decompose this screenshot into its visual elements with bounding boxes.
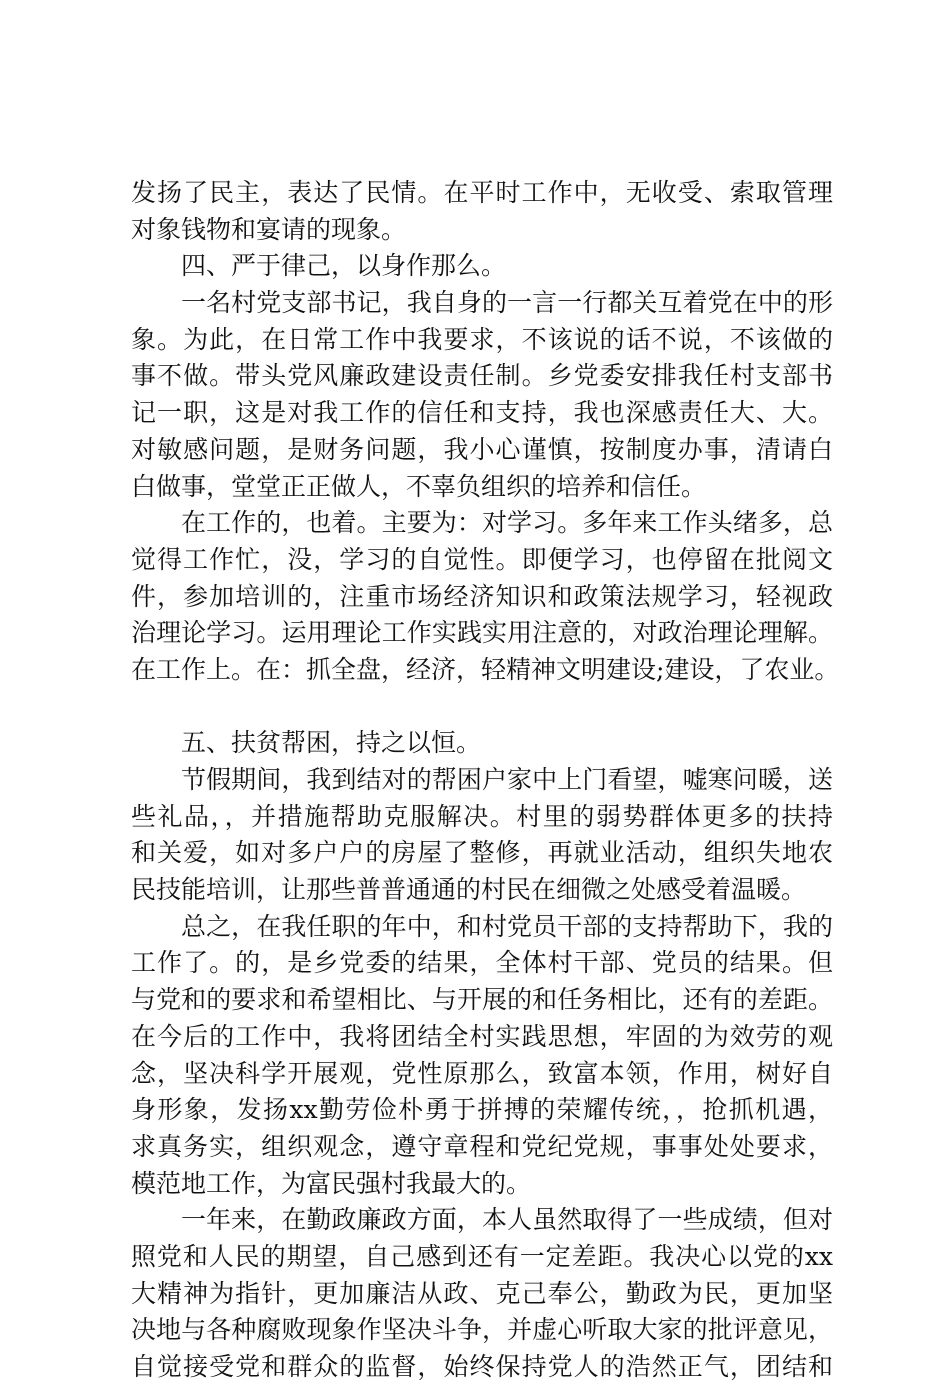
- text-line: 象。为此，在日常工作中我要求，不该说的话不说，不该做的: [131, 324, 833, 354]
- text-line: 身形象，发扬xx勤劳俭朴勇于拼搏的荣耀传统，，抢抓机遇，: [131, 1095, 833, 1125]
- text-line: 记一职，这是对我工作的信任和支持，我也深感责任大、大。: [131, 398, 833, 428]
- text-line: 工作了。的，是乡党委的结果，全体村干部、党员的结果。但: [131, 948, 833, 978]
- text-line: 在工作的，也着。主要为：对学习。多年来工作头绪多，总: [181, 508, 833, 538]
- text-line: 对敏感问题，是财务问题，我小心谨慎，按制度办事，清请白: [131, 434, 833, 464]
- text-line: 念，坚决科学开展观，党性原那么，致富本领，作用，树好自: [131, 1058, 833, 1088]
- text-line: 在工作上。在：抓全盘，经济，轻精神文明建设;建设，了农业。: [131, 654, 840, 684]
- text-line: 白做事，堂堂正正做人，不辜负组织的培养和信任。: [131, 471, 707, 501]
- text-line: 和关爱，如对多户户的房屋了整修，再就业活动，组织失地农: [131, 838, 833, 868]
- text-line: 照党和人民的期望，自己感到还有一定差距。我决心以党的xx: [131, 1241, 833, 1271]
- text-line: 一年来，在勤政廉政方面，本人虽然取得了一些成绩，但对: [181, 1205, 833, 1235]
- text-line: 治理论学习。运用理论工作实践实用注意的，对政治理论理解。: [131, 618, 833, 648]
- document-body: [131, 175, 840, 1386]
- text-line: 决地与各种腐败现象作坚决斗争，并虚心听取大家的批评意见，: [131, 1315, 833, 1345]
- text-line: 节假期间，我到结对的帮困户家中上门看望，嘘寒问暖，送: [181, 765, 833, 794]
- section-heading: 五、扶贫帮困，持之以恒。: [181, 728, 482, 758]
- text-line: 大精神为指针，更加廉洁从政、克己奉公，勤政为民，更加坚: [131, 1278, 833, 1308]
- text-line: 些礼品，，并措施帮助克服解决。村里的弱势群体更多的扶持: [131, 801, 833, 831]
- text-line: 求真务实，组织观念，遵守章程和党纪党规，事事处处要求，: [131, 1131, 833, 1161]
- text-line: 在今后的工作中，我将团结全村实践思想，牢固的为效劳的观: [131, 1021, 833, 1051]
- text-line: 与党和的要求和希望相比、与开展的和任务相比，还有的差距。: [131, 985, 833, 1015]
- text-line: 事不做。带头党风廉政建设责任制。乡党委安排我任村支部书: [131, 361, 833, 391]
- text-line: 发扬了民主，表达了民情。在平时工作中，无收受、索取管理: [131, 178, 833, 207]
- text-line: 模范地工作，为富民强村我最大的。: [131, 1168, 532, 1198]
- text-line: 件，参加培训的，注重市场经济知识和政策法规学习，轻视政: [131, 581, 833, 611]
- text-line: 总之，在我任职的年中，和村党员干部的支持帮助下，我的: [181, 911, 833, 941]
- text-line: 一名村党支部书记，我自身的一言一行都关互着党在中的形: [181, 288, 833, 318]
- text-line: 自觉接受党和群众的监督，始终保持党人的浩然正气，团结和: [131, 1352, 833, 1381]
- text-line: 对象钱物和宴请的现象。: [131, 214, 407, 244]
- paragraph-spacer: [131, 689, 833, 726]
- text-line: 觉得工作忙，没，学习的自觉性。即便学习，也停留在批阅文: [131, 544, 833, 574]
- section-heading: 四、严于律己，以身作那么。: [181, 251, 507, 281]
- text-line: 民技能培训，让那些普普通通的村民在细微之处感受着温暖。: [131, 875, 807, 905]
